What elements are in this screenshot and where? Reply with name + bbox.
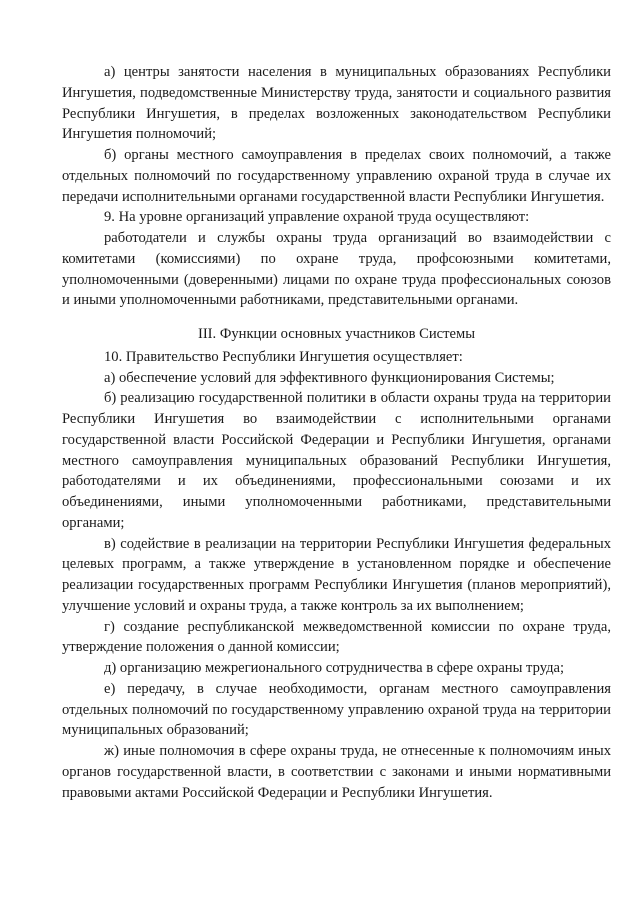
paragraph-8b: б) органы местного самоуправления в пределах своих полномочий, а также отдельных полномочий по государственному управлению охраной труда в случае их передачи исполнительными органами государственной власти Республики Ингушетия.	[62, 147, 611, 205]
section-heading: III. Функции основных участников Системы	[197, 326, 476, 342]
paragraph-9-body: работодатели и службы охраны труда организаций во взаимодействии с комитетами (комиссиями) по охране труда, профсоюзными комитетами, уполномоченными (доверенными) лицами по охране труда профессиональных союзов и иными уполномоченными работниками, представительными органами.	[62, 230, 611, 309]
paragraph-10a: а) обеспечение условий для эффективного функционирования Системы;	[104, 369, 555, 386]
paragraph-10zh: ж) иные полномочия в сфере охраны труда, не отнесенные к полномочиям иных органов государственной власти, в соответствии с законами и иными нормативными правовыми актами Российской Федерации и Республики Ингушетия.	[62, 743, 611, 801]
paragraph-8a: а) центры занятости населения в муниципальных образованиях Республики Ингушетия, подведомственные Министерству труда, занятости и социального развития Республики Ингушетия, в пределах возложенных законодательством Республики Ингушетия полномочий;	[62, 64, 611, 143]
paragraph-10: 10. Правительство Республики Ингушетия осуществляет:	[104, 348, 463, 365]
paragraph-10g: г) создание республиканской межведомственной комиссии по охране труда, утверждение положения о данной комиссии;	[62, 618, 611, 656]
paragraph-9: 9. На уровне организаций управление охраной труда осуществляют:	[104, 209, 530, 226]
paragraph-10e: е) передачу, в случае необходимости, органам местного самоуправления отдельных полномочий по государственному управлению охраной труда на территории муниципальных образований;	[62, 680, 611, 739]
paragraph-10d: д) организацию межрегионального сотрудничества в сфере охраны труда;	[104, 660, 565, 676]
paragraph-10v: в) содействие в реализации на территории Республики Ингушетия федеральных целевых программ, а также утверждение в установленном порядке и обеспечение реализации государственных программ Республики Ингушетия (планов мероприятий), улучшение условий и охраны труда, а также контроль за их выполнением;	[62, 535, 611, 614]
document-page	[62, 62, 611, 803]
paragraph-10b: б) реализацию государственной политики в области охраны труда на территории Республики Ингушетия во взаимодействии с исполнительными органами государственной власти Российской Федерации и Республики Ингушетия, органами местного самоуправления муниципальных образований Республики Ингушетия, работодателями и их объединениями, профессиональными союзами и их объединениями, иными уполномоченными работниками, представительными органами;	[62, 390, 611, 531]
